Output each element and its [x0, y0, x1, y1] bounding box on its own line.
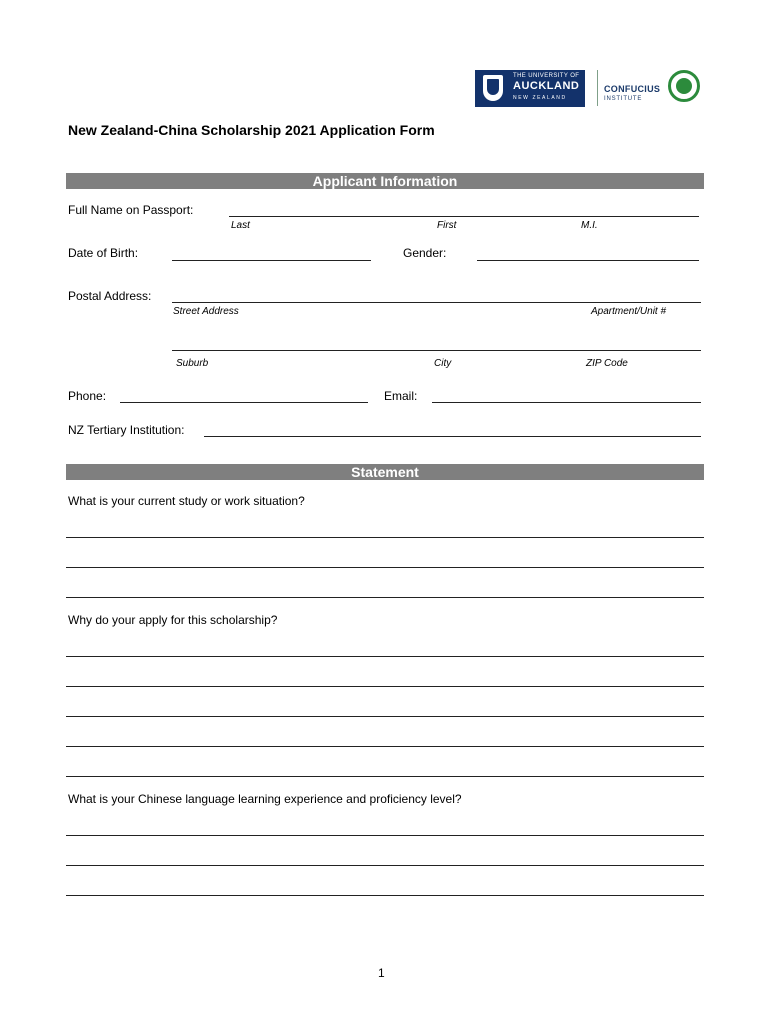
answer-line[interactable] — [66, 537, 704, 538]
question-current-situation: What is your current study or work situation? — [68, 494, 305, 508]
section-applicant-information: Applicant Information — [66, 173, 704, 189]
form-title: New Zealand-China Scholarship 2021 Application Form — [68, 122, 435, 138]
uoa-logo-line2: AUCKLAND — [513, 80, 580, 92]
answer-line[interactable] — [66, 597, 704, 598]
email-field[interactable] — [432, 402, 701, 403]
ci-logo-line2: INSTITUTE — [604, 96, 643, 102]
crest-icon — [483, 75, 503, 101]
ci-logo-line1: CONFUCIUS — [604, 84, 661, 94]
zip-caption: ZIP Code — [586, 358, 628, 369]
first-name-caption: First — [437, 220, 457, 231]
full-name-field[interactable] — [229, 216, 699, 217]
city-caption: City — [434, 358, 452, 369]
question-chinese-experience: What is your Chinese language learning experience and proficiency level? — [68, 792, 462, 806]
question-why-apply: Why do your apply for this scholarship? — [68, 613, 278, 627]
answer-line[interactable] — [66, 865, 704, 866]
email-label: Email: — [384, 389, 418, 403]
confucius-institute-emblem-icon — [668, 70, 700, 102]
middle-initial-caption: M.I. — [581, 220, 598, 231]
dob-field[interactable] — [172, 260, 371, 261]
phone-field[interactable] — [120, 402, 368, 403]
institution-field[interactable] — [204, 436, 701, 437]
suburb-caption: Suburb — [176, 358, 209, 369]
street-address-field[interactable] — [172, 302, 701, 303]
answer-line[interactable] — [66, 567, 704, 568]
answer-line[interactable] — [66, 656, 704, 657]
page-number: 1 — [378, 966, 385, 980]
postal-address-label: Postal Address: — [68, 289, 152, 303]
logo-divider — [597, 70, 598, 106]
gender-field[interactable] — [477, 260, 699, 261]
institution-label: NZ Tertiary Institution: — [68, 423, 185, 437]
answer-line[interactable] — [66, 686, 704, 687]
university-of-auckland-logo — [475, 70, 585, 107]
uoa-logo-line1: THE UNIVERSITY OF — [513, 73, 580, 79]
answer-line[interactable] — [66, 716, 704, 717]
answer-line[interactable] — [66, 895, 704, 896]
section-statement: Statement — [66, 464, 704, 480]
uoa-logo-line3: NEW ZEALAND — [513, 95, 567, 101]
apartment-caption: Apartment/Unit # — [591, 306, 667, 317]
phone-label: Phone: — [68, 389, 107, 403]
answer-line[interactable] — [66, 776, 704, 777]
dob-label: Date of Birth: — [68, 246, 139, 260]
street-address-caption: Street Address — [173, 306, 239, 317]
last-name-caption: Last — [231, 220, 250, 231]
answer-line[interactable] — [66, 835, 704, 836]
gender-label: Gender: — [403, 246, 447, 260]
suburb-city-zip-field[interactable] — [172, 350, 701, 351]
answer-line[interactable] — [66, 746, 704, 747]
full-name-label: Full Name on Passport: — [68, 203, 194, 217]
